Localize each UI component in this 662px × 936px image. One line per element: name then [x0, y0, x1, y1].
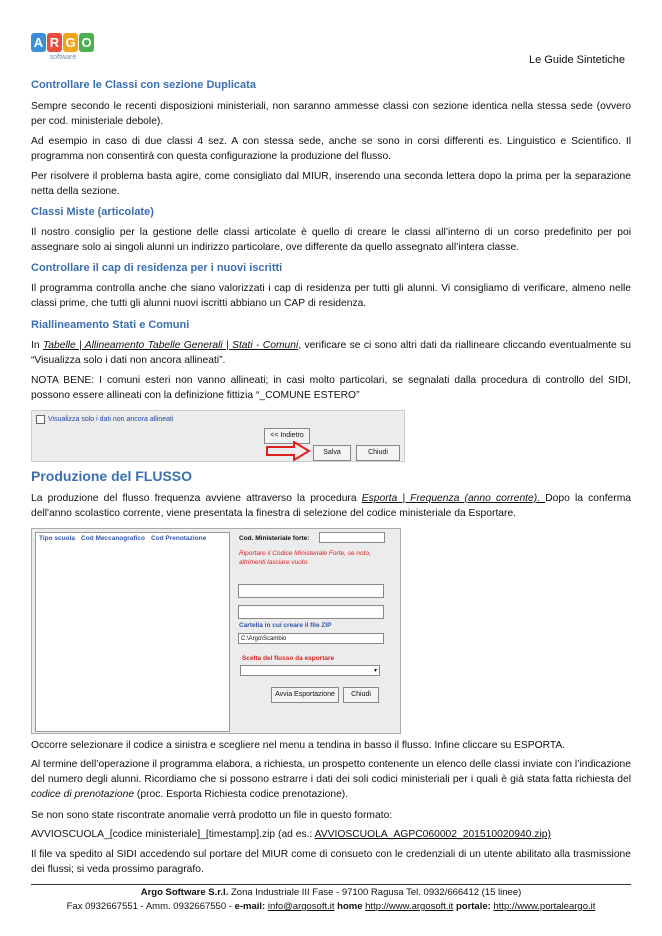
info-field [238, 584, 384, 598]
close-button[interactable]: Chiudi [343, 687, 379, 703]
start-export-button[interactable]: Avvia Esportazione [271, 687, 339, 703]
section-title: Produzione del FLUSSO [31, 468, 193, 484]
close-button[interactable]: Chiudi [356, 445, 400, 461]
paragraph: Per risolvere il problema basta agire, come consigliato dal MIUR, inserendo una seconda lettera dopo la prima per la separazione netta della sezione. [31, 171, 631, 197]
paragraph: Se non sono state riscontrate anomalie verrà prodotto un file in questo formato: [31, 810, 393, 821]
argo-logo [31, 33, 95, 67]
portale-link[interactable]: http://www.portaleargo.it [493, 901, 596, 912]
logo-letter: G [63, 33, 78, 52]
paragraph: Il file va spedito al SIDI accedendo sul portare del MIUR come di consueto con le credenziali di un utente abilitato alla trasmissione dei flussi; si veda prossimo paragrafo. [31, 849, 631, 875]
email-link[interactable]: info@argosoft.it [267, 901, 335, 912]
section-title: Riallineamento Stati e Comuni [31, 319, 190, 331]
logo-letter: O [79, 33, 94, 52]
paragraph: Ad esempio in caso di due classi 4 sez. A con stessa sede, anche se sono in corsi differenti es. Linguistico e Scientifico. Il programma non consentirà con questa configurazione la produzione del flusso. [31, 136, 631, 162]
paragraph: Occorre selezionare il codice a sinistra e scegliere nel menu a tendina in basso il flusso. Infine cliccare su ESPORTA. [31, 740, 566, 751]
school-code-list[interactable] [35, 532, 230, 732]
zip-folder-input[interactable]: C:\Argo\Scambio [238, 633, 384, 644]
logo-subtitle: software [49, 54, 77, 61]
paragraph: Il nostro consiglio per la gestione delle classi articolate è quello di creare le classi all’interno di un corso predefinito per poi assegnare solo ai singoli alunni un indirizzo particolare, ove differente da quello assegnato all’intera classe. [31, 227, 631, 253]
flow-select[interactable] [240, 665, 380, 676]
paragraph: Il programma controlla anche che siano valorizzati i cap di residenza per tutti gli alunni. Vi consigliamo di verificare, almeno nelle classi prime, che tutti gli alunni nuovi iscritti abbiano un CAP di residenza. [31, 283, 631, 309]
guide-title: Le Guide Sintetiche [528, 54, 625, 66]
save-button[interactable]: Salva [313, 445, 351, 461]
filename-link[interactable]: AVVIOSCUOLA_AGPC060002_201510020940.zip) [314, 829, 551, 840]
menu-path-link[interactable]: Esporta | Frequenza (anno corrente). [361, 493, 546, 504]
forced-code-label: Cod. Ministeriale forte: [239, 535, 310, 542]
info-field [238, 605, 384, 619]
logo-letter: A [31, 33, 46, 52]
section-title: Classi Miste (articolate) [31, 206, 154, 218]
menu-path-link[interactable]: Tabelle | Allineamento Tabelle Generali | Stati - Comuni [42, 340, 299, 351]
back-button[interactable]: << Indietro [264, 428, 310, 444]
paragraph: La produzione del flusso frequenza avviene attraverso la procedura Esporta | Frequenza (anno corrente). Dopo la conferma dell'anno scolastico corrente, viene presentata la finestra di selezione del codice ministeriale da Esportare. [31, 493, 632, 519]
screenshot-align-panel [31, 410, 405, 462]
paragraph: Al termine dell’operazione il programma elabora, a richiesta, un prospetto contenente un elenco delle classi inviate con l’indicazione del numero degli alunni. Ricordiamo che si possono estrarre i dati dei soli codici ministeriali per i quali è già stata fatta richiesta del codice di prenotazione (proc. Esporta Richiesta codice prenotazione). [31, 759, 631, 800]
home-link[interactable]: http://www.argosoft.it [365, 901, 454, 912]
paragraph: In Tabelle | Allineamento Tabelle Generali | Stati - Comuni, verificare se ci sono altri dati da riallineare cliccando eventualmente su “Visualizza solo i dati non ancora allineati”. [31, 340, 631, 366]
column-header: Cod Meccanografico [81, 535, 145, 542]
screenshot-export-window [31, 528, 401, 734]
red-arrow-icon [264, 441, 312, 461]
column-header: Tipo scuola [39, 535, 75, 542]
visualize-checkbox[interactable]: Visualizza solo i dati non ancora allineati [36, 415, 174, 424]
logo-letter: R [47, 33, 62, 52]
footer: Argo Software S.r.l. Zona Industriale III Fase - 97100 Ragusa Tel. 0932/666412 (15 linee) Fax 0932667551 - Amm. 0932667550 - e-mail: info@argosoft.it home http://www.argosoft.it portale: http://www.portaleargo.it [31, 884, 631, 914]
paragraph: Sempre secondo le recenti disposizioni ministeriali, non saranno ammesse classi con sezione identica nella stessa sede (ovvero per cod. ministeriale debole). [31, 101, 631, 127]
section-title: Controllare il cap di residenza per i nuovi iscritti [31, 262, 283, 274]
flow-label: Scelta del flusso da esportare [242, 655, 335, 662]
zip-folder-label: Cartella in cui creare il file ZIP [239, 622, 332, 629]
column-header: Cod Prenotazione [150, 535, 207, 542]
hint-text: Riportare il Codice Ministeriale Forte, se noto, altrimenti lasciare vuoto. [239, 550, 371, 566]
forced-code-input[interactable] [319, 532, 385, 543]
section-title: Controllare le Classi con sezione Duplicata [31, 79, 256, 91]
checkbox-icon[interactable] [36, 415, 45, 424]
chevron-down-icon: ▾ [373, 668, 377, 674]
paragraph: NOTA BENE: I comuni esteri non vanno allineati; in casi molto particolari, se segnalati dalla procedura di controllo del SIDI, possono essere allineati con la definizione fittizia “_COMUNE ESTERO” [31, 375, 631, 401]
paragraph: AVVIOSCUOLA_[codice ministeriale]_[timestamp].zip (ad es.: AVVIOSCUOLA_AGPC060002_201510020940.zip) [31, 829, 551, 840]
